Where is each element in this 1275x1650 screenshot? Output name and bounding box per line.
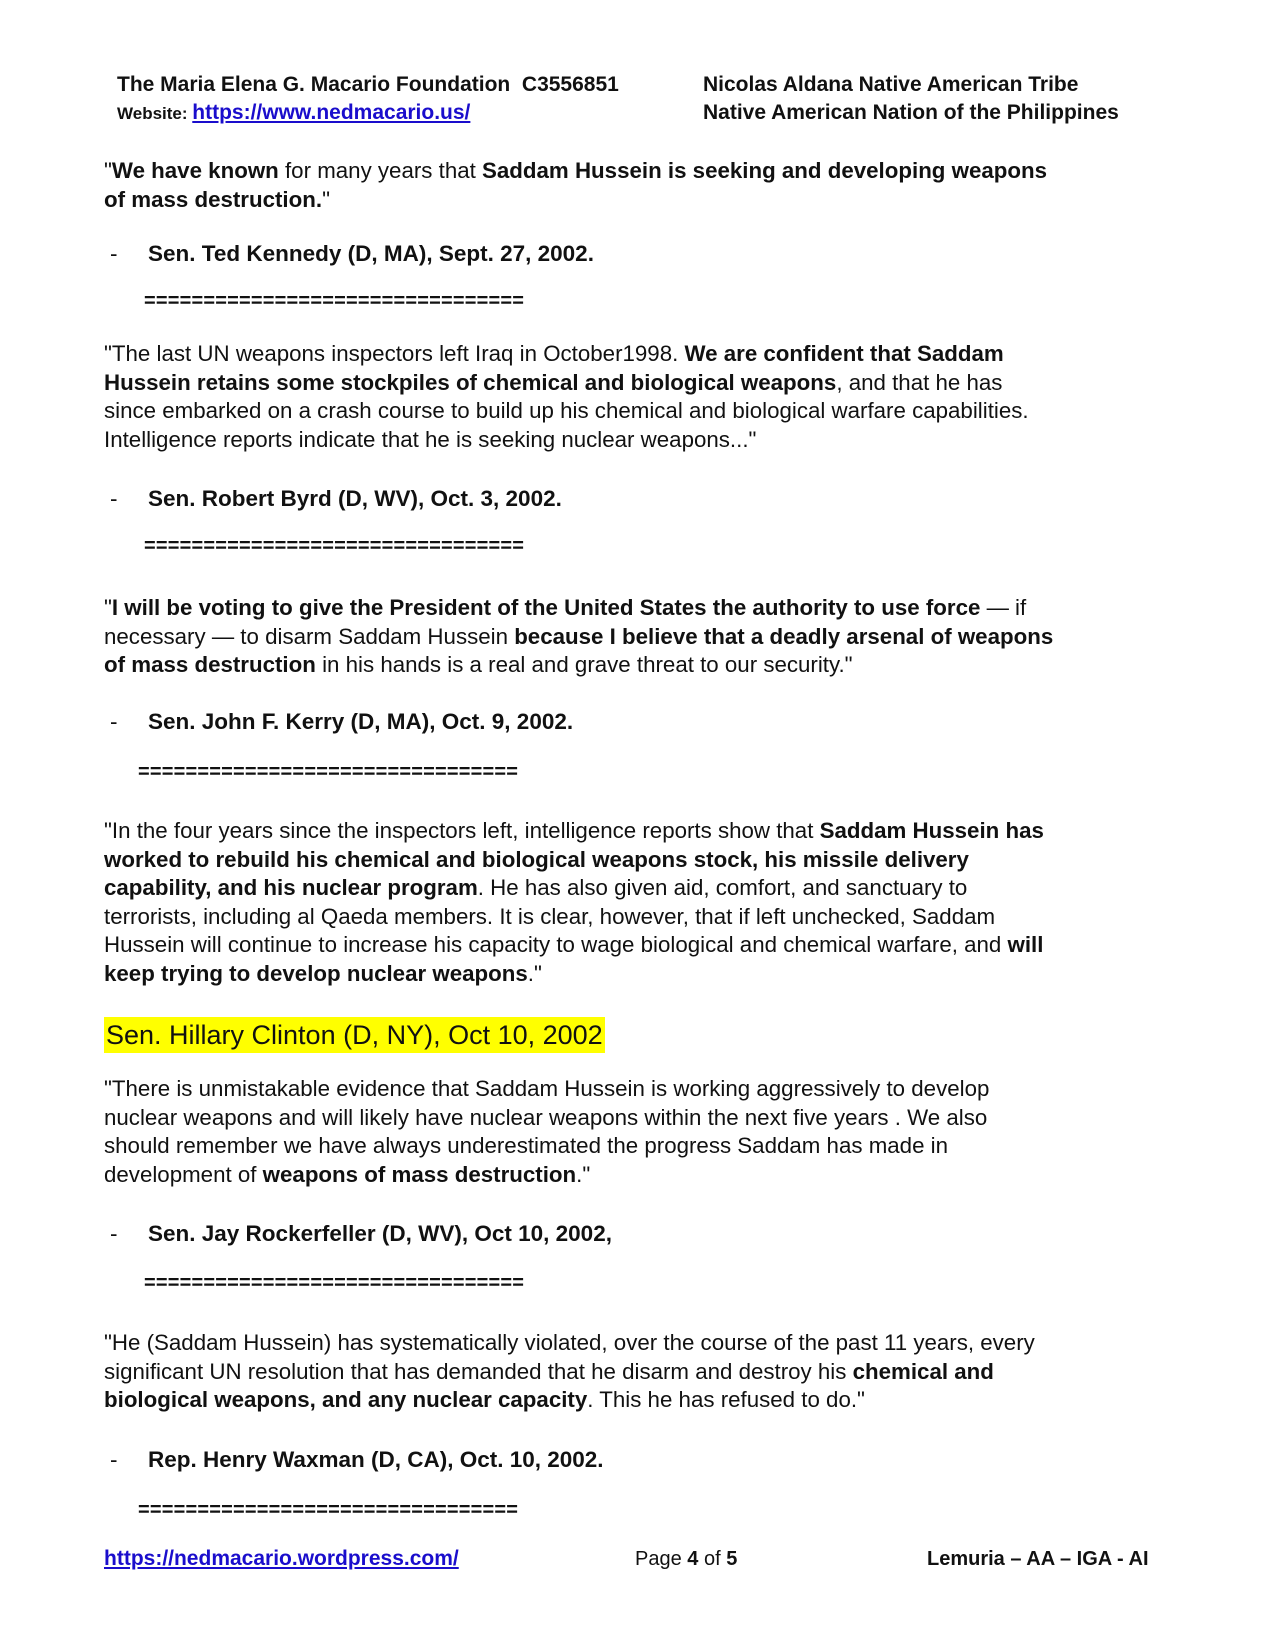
footer-right: Lemuria – AA – IGA - AI <box>927 1548 1149 1570</box>
quote-line <box>104 186 1179 215</box>
text-run: nuclear weapons and will likely have nuclear weapons within the next five years . We also <box>104 1104 988 1130</box>
separator: ================================ <box>144 535 525 557</box>
text-run: Hussein will continue to increase his capacity to wage biological and chemical warfare, and <box>104 932 1008 957</box>
text-run: , and that he has <box>836 369 1003 395</box>
bold-text: We are confident that Saddam <box>684 341 1004 366</box>
quote-2 <box>104 340 1179 454</box>
separator: ================================ <box>138 761 519 783</box>
dash: - <box>110 486 118 511</box>
bold-text: weapons of mass destruction <box>262 1161 577 1187</box>
page-total: 5 <box>726 1548 738 1570</box>
quote-6 <box>104 1329 1179 1415</box>
page-prefix: Page <box>635 1548 688 1570</box>
website-label: Website: <box>117 104 188 123</box>
text-run: terrorists, including al Qaeda members. It is clear, however, that if left unchecked, Saddam <box>104 903 996 929</box>
quote-3 <box>104 594 1179 680</box>
bold-text: Hussein retains some stockpiles of chemical and biological weapons <box>104 369 837 395</box>
dash: - <box>110 1447 118 1472</box>
page-of: of <box>698 1548 727 1570</box>
text-run: "In the four years since the inspectors left, intelligence reports show that <box>104 818 820 843</box>
page-current: 4 <box>687 1548 699 1570</box>
footer-link-wrap <box>104 1546 459 1572</box>
quote-line <box>104 1161 1179 1190</box>
text-run: " <box>104 595 112 620</box>
attribution-text: Rep. Henry Waxman (D, CA), Oct. 10, 2002. <box>148 1447 604 1472</box>
bold-text: I will be voting to give the President of the United States the authority to use force <box>111 595 981 620</box>
footer-link[interactable]: https://nedmacario.wordpress.com/ <box>104 1547 459 1570</box>
quote-line <box>104 817 1179 846</box>
quote-line <box>104 623 1179 652</box>
quote-line <box>104 960 1179 989</box>
quote-line <box>104 903 1179 932</box>
quote-line <box>104 157 1179 186</box>
quote-line <box>104 426 1179 455</box>
quote-line <box>104 1104 1179 1133</box>
quote-4 <box>104 817 1179 988</box>
text-run: ." <box>527 960 542 986</box>
bold-text: Saddam Hussein is seeking and developing weapons <box>482 158 1048 183</box>
quote-line <box>104 1132 1179 1161</box>
text-run: ." <box>576 1161 591 1187</box>
text-run: for many years that <box>278 158 483 183</box>
attribution-text: Sen. Robert Byrd (D, WV), Oct. 3, 2002. <box>148 486 562 511</box>
text-run: necessary — to disarm Saddam Hussein <box>104 623 515 649</box>
dash: - <box>110 241 118 266</box>
quote-line <box>104 397 1179 426</box>
quote-line <box>104 594 1179 623</box>
quote-1 <box>104 157 1179 214</box>
text-run: " <box>104 158 112 183</box>
text-run: "The last UN weapons inspectors left Iraq in October1998. <box>104 341 685 366</box>
quote-line <box>104 369 1179 398</box>
text-run: Intelligence reports indicate that he is seeking nuclear weapons..." <box>104 426 757 452</box>
text-run: should remember we have always underestimated the progress Saddam has made in <box>104 1133 949 1158</box>
bold-text: keep trying to develop nuclear weapons <box>104 960 528 986</box>
quote-line <box>104 931 1179 960</box>
bold-text: because I believe that a deadly arsenal of weapons <box>514 623 1054 649</box>
org-code: C3556851 <box>521 73 619 96</box>
quote-line <box>104 874 1179 903</box>
separator: ================================ <box>144 1272 525 1294</box>
text-run: " <box>322 186 330 212</box>
dash: - <box>110 709 118 734</box>
quote-line <box>104 1386 1179 1415</box>
quote-line <box>104 1329 1179 1358</box>
quote-line <box>104 1358 1179 1387</box>
text-run: in his hands is a real and grave threat to our security." <box>315 652 853 677</box>
attribution-text: Sen. Jay Rockerfeller (D, WV), Oct 10, 2002, <box>148 1221 612 1246</box>
text-run: . This he has refused to do." <box>587 1387 865 1412</box>
header-nation: Native American Nation of the Philippines <box>703 101 1119 124</box>
separator: ================================ <box>144 290 525 312</box>
highlighted-attribution: Sen. Hillary Clinton (D, NY), Oct 10, 2002 <box>104 1017 605 1053</box>
text-run: significant UN resolution that has demanded that he disarm and destroy his <box>104 1358 853 1384</box>
attribution-text: Sen. John F. Kerry (D, MA), Oct. 9, 2002. <box>148 709 574 734</box>
text-run: . He has also given aid, comfort, and sanctuary to <box>477 875 968 900</box>
text-run: "There is unmistakable evidence that Saddam Hussein is working aggressively to develop <box>104 1076 990 1101</box>
org-name: The Maria Elena G. Macario Foundation <box>117 73 511 96</box>
dash: - <box>110 1221 118 1246</box>
header-org <box>117 72 619 98</box>
bold-text: Saddam Hussein has <box>819 818 1044 843</box>
quote-line <box>104 340 1179 369</box>
bold-text: worked to rebuild his chemical and biological weapons stock, his missile delivery <box>104 846 969 872</box>
website-link[interactable]: https://www.nedmacario.us/ <box>192 101 471 124</box>
header-website <box>117 100 470 127</box>
bold-text: of mass destruction <box>104 652 316 677</box>
bold-text: capability, and his nuclear program <box>104 875 478 900</box>
bold-text: will <box>1007 932 1044 957</box>
text-run: — if <box>980 595 1027 620</box>
text-run: development of <box>104 1161 263 1187</box>
text-run: since embarked on a crash course to build up his chemical and biological warfare capabilities. <box>104 398 1029 423</box>
bold-text: We have known <box>111 158 279 183</box>
text-run: "He (Saddam Hussein) has systematically violated, over the course of the past 11 years, every <box>104 1330 1035 1355</box>
attribution-text: Sen. Ted Kennedy (D, MA), Sept. 27, 2002. <box>148 241 594 266</box>
header-tribe: Nicolas Aldana Native American Tribe <box>703 73 1079 96</box>
separator: ================================ <box>138 1499 519 1521</box>
quote-line <box>104 1075 1179 1104</box>
bold-text: biological weapons, and any nuclear capacity <box>104 1387 588 1412</box>
quote-5 <box>104 1075 1179 1189</box>
page-number <box>635 1546 737 1572</box>
bold-text: chemical and <box>852 1358 994 1384</box>
quote-line <box>104 846 1179 875</box>
quote-line <box>104 651 1179 680</box>
bold-text: of mass destruction. <box>104 186 323 212</box>
